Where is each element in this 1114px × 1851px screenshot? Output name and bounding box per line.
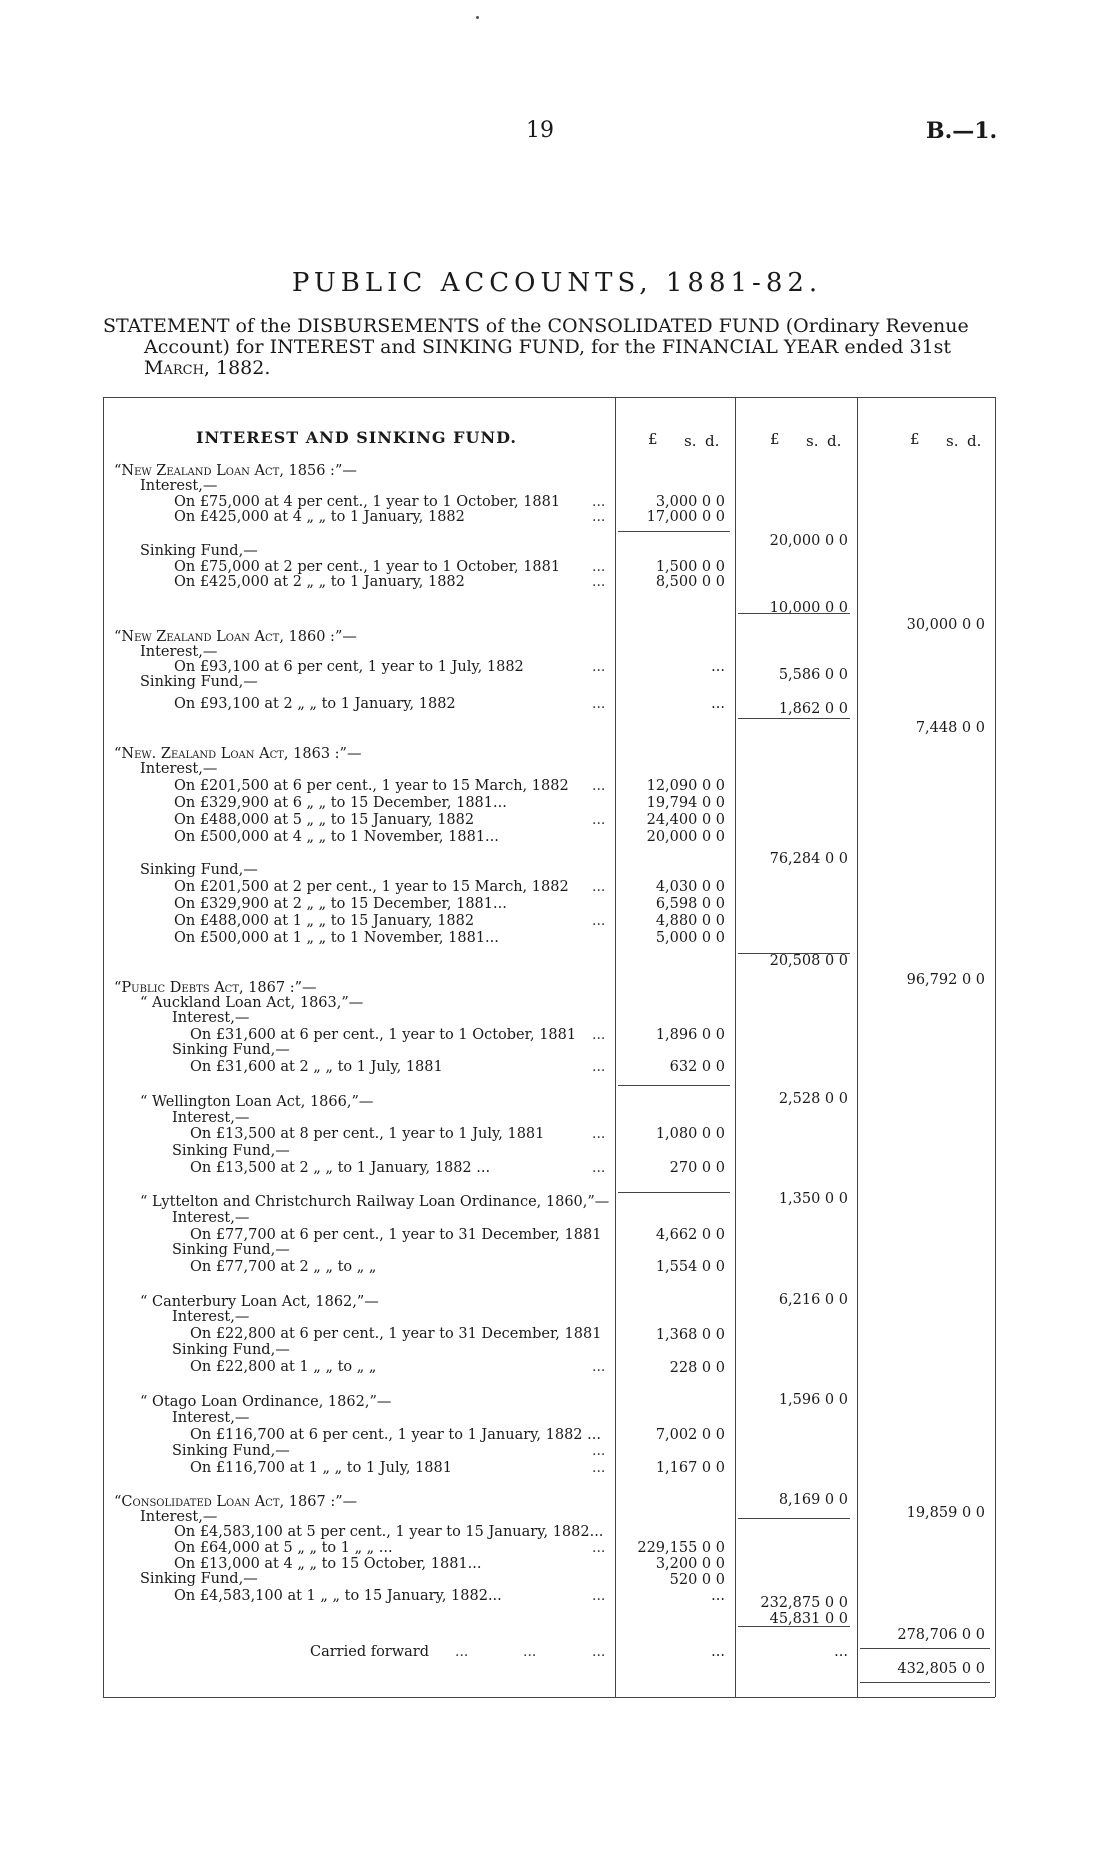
leader-dots: ...: [592, 1059, 606, 1075]
table-row: On £64,000 at 5 „ „ to 1 „ „ ...: [174, 1540, 393, 1556]
leader-dots: ...: [592, 574, 606, 590]
table-row: Sinking Fund,—: [140, 1571, 258, 1587]
table-row: “Consolidated Loan Act, 1867 :”—: [114, 1494, 358, 1510]
table-row: Sinking Fund,—: [140, 862, 258, 878]
table-row: On £77,700 at 2 „ „ to „ „: [190, 1259, 377, 1275]
table-row: Sinking Fund,—: [172, 1443, 290, 1459]
table-row: On £22,800 at 6 per cent., 1 year to 31 December, 1881: [190, 1326, 602, 1342]
col1-shilling-header: s.: [684, 432, 697, 450]
col2-rule: [738, 1626, 850, 1627]
table-row: On £488,000 at 1 „ „ to 15 January, 1882: [174, 913, 475, 929]
col1-amount: 3,200 0 0: [655, 1556, 725, 1572]
table-row: “ Otago Loan Ordinance, 1862,”—: [140, 1394, 392, 1410]
col2-amount: 1,596 0 0: [778, 1392, 848, 1408]
table-row: On £201,500 at 6 per cent., 1 year to 15 March, 1882: [174, 778, 569, 794]
table-row: “ Lyttelton and Christchurch Railway Loan Ordinance, 1860,”—: [140, 1194, 610, 1210]
col1-amount: 20,000 0 0: [646, 829, 725, 845]
col1-amount: 520 0 0: [669, 1572, 725, 1588]
table-row: On £13,000 at 4 „ „ to 15 October, 1881...: [174, 1556, 482, 1572]
table-row: “ Canterbury Loan Act, 1862,”—: [140, 1294, 379, 1310]
table-row: On £425,000 at 2 „ „ to 1 January, 1882: [174, 574, 465, 590]
col1-rule: [618, 1085, 730, 1086]
col1-amount: 229,155 0 0: [637, 1540, 725, 1556]
table-heading: INTEREST AND SINKING FUND.: [196, 428, 517, 447]
col3-rule: [860, 1682, 990, 1683]
leader-dots: ...: [592, 659, 606, 675]
table-row: On £13,500 at 2 „ „ to 1 January, 1882 ...: [190, 1160, 491, 1176]
leader-dots: ...: [592, 1540, 606, 1556]
col1-amount: 12,090 0 0: [646, 778, 725, 794]
col2-shilling-header: s.: [806, 432, 819, 450]
col1-amount: 17,000 0 0: [646, 509, 725, 525]
col2-rule: [738, 718, 850, 719]
col2-amount: 5,586 0 0: [778, 667, 848, 683]
col1-amount: ...: [711, 659, 725, 675]
col3-amount: 30,000 0 0: [906, 617, 985, 633]
leader-dots: ...: [592, 1126, 606, 1142]
table-row: On £116,700 at 1 „ „ to 1 July, 1881: [190, 1460, 452, 1476]
col2-amount: 6,216 0 0: [778, 1292, 848, 1308]
statement-line-3: March, 1882.: [144, 357, 271, 379]
col1-amount: 1,554 0 0: [655, 1259, 725, 1275]
leader-dots: ...: [592, 696, 606, 712]
col2-amount: 1,350 0 0: [778, 1191, 848, 1207]
table-row: Interest,—: [172, 1010, 250, 1026]
statement-line-1: STATEMENT of the DISBURSEMENTS of the CONSOLIDATED FUND (Ordinary Revenue: [103, 315, 969, 337]
leader-dots: ...: [592, 1588, 606, 1604]
col3-amount: 432,805 0 0: [897, 1661, 985, 1677]
frame-bottom: [103, 1697, 995, 1698]
col1-rule: [618, 531, 730, 532]
col2-pound-header: £: [770, 430, 780, 448]
col1-amount: 1,896 0 0: [655, 1027, 725, 1043]
table-row: “ Wellington Loan Act, 1866,”—: [140, 1094, 374, 1110]
col2-pence-header: d.: [827, 432, 842, 450]
leader-dots: ...: [592, 1027, 606, 1043]
col1-amount: 1,167 0 0: [655, 1460, 725, 1476]
table-row: On £500,000 at 1 „ „ to 1 November, 1881...: [174, 930, 499, 946]
table-row: Carried forward: [310, 1644, 430, 1660]
col1-amount: 1,368 0 0: [655, 1327, 725, 1343]
col1-amount: ...: [711, 1644, 725, 1660]
table-row: On £500,000 at 4 „ „ to 1 November, 1881...: [174, 829, 499, 845]
table-row: On £22,800 at 1 „ „ to „ „: [190, 1359, 377, 1375]
table-row: Sinking Fund,—: [140, 543, 258, 559]
leader-dots: ...: [592, 559, 606, 575]
col2-amount: 1,862 0 0: [778, 701, 848, 717]
col3-shilling-header: s.: [946, 432, 959, 450]
frame-right: [995, 397, 996, 1697]
col2-amount: 20,508 0 0: [769, 953, 848, 969]
table-row: Interest,—: [140, 478, 218, 494]
table-row: On £116,700 at 6 per cent., 1 year to 1 January, 1882 ...: [190, 1427, 601, 1443]
col1-amount: 3,000 0 0: [655, 494, 725, 510]
page-reference: B.—1.: [926, 118, 998, 144]
leader-dots: ...: [592, 1644, 606, 1660]
table-row: Sinking Fund,—: [172, 1242, 290, 1258]
col-sep-3: [857, 397, 858, 1697]
table-row: “Public Debts Act, 1867 :”—: [114, 980, 317, 996]
col3-amount: 19,859 0 0: [906, 1505, 985, 1521]
leader-dots: ...: [455, 1644, 469, 1660]
table-row: On £93,100 at 2 „ „ to 1 January, 1882: [174, 696, 456, 712]
table-row: Interest,—: [172, 1110, 250, 1126]
table-row: “ Auckland Loan Act, 1863,”—: [140, 995, 364, 1011]
col1-amount: 1,500 0 0: [655, 559, 725, 575]
table-row: “New Zealand Loan Act, 1856 :”—: [114, 463, 357, 479]
col2-amount: ...: [834, 1644, 848, 1660]
table-row: On £75,000 at 2 per cent., 1 year to 1 October, 1881: [174, 559, 561, 575]
col1-amount: 4,662 0 0: [655, 1227, 725, 1243]
col2-rule: [738, 953, 850, 954]
table-row: Interest,—: [140, 644, 218, 660]
table-row: On £31,600 at 6 per cent., 1 year to 1 October, 1881: [190, 1027, 577, 1043]
leader-dots: ...: [523, 1644, 537, 1660]
leader-dots: ...: [592, 812, 606, 828]
col1-amount: 6,598 0 0: [655, 896, 725, 912]
col1-amount: ...: [711, 1588, 725, 1604]
col1-amount: 19,794 0 0: [646, 795, 725, 811]
col3-amount: 7,448 0 0: [915, 720, 985, 736]
table-row: On £31,600 at 2 „ „ to 1 July, 1881: [190, 1059, 443, 1075]
stray-mark: [476, 16, 479, 19]
leader-dots: ...: [592, 778, 606, 794]
table-row: On £4,583,100 at 1 „ „ to 15 January, 1882...: [174, 1588, 502, 1604]
table-row: Interest,—: [140, 761, 218, 777]
frame-left: [103, 397, 104, 1697]
table-row: Interest,—: [172, 1309, 250, 1325]
leader-dots: ...: [592, 1160, 606, 1176]
col1-amount: 1,080 0 0: [655, 1126, 725, 1142]
col1-amount: 4,030 0 0: [655, 879, 725, 895]
col1-amount: 24,400 0 0: [646, 812, 725, 828]
col1-rule: [618, 1192, 730, 1193]
leader-dots: ...: [592, 494, 606, 510]
table-row: On £77,700 at 6 per cent., 1 year to 31 December, 1881: [190, 1227, 602, 1243]
col1-amount: 228 0 0: [669, 1360, 725, 1376]
statement-line-2: Account) for INTEREST and SINKING FUND, for the FINANCIAL YEAR ended 31st: [144, 336, 952, 358]
leader-dots: ...: [592, 913, 606, 929]
table-row: On £93,100 at 6 per cent, 1 year to 1 July, 1882: [174, 659, 524, 675]
col3-amount: 278,706 0 0: [897, 1627, 985, 1643]
table-row: On £4,583,100 at 5 per cent., 1 year to 15 January, 1882...: [174, 1524, 604, 1540]
table-row: Sinking Fund,—: [172, 1143, 290, 1159]
table-row: On £201,500 at 2 per cent., 1 year to 15 March, 1882: [174, 879, 569, 895]
col1-amount: 632 0 0: [669, 1059, 725, 1075]
table-row: On £329,900 at 2 „ „ to 15 December, 1881...: [174, 896, 507, 912]
table-row: On £329,900 at 6 „ „ to 15 December, 1881...: [174, 795, 507, 811]
table-row: Interest,—: [140, 1509, 218, 1525]
col1-amount: 270 0 0: [669, 1160, 725, 1176]
table-row: “New Zealand Loan Act, 1860 :”—: [114, 629, 357, 645]
table-row: On £425,000 at 4 „ „ to 1 January, 1882: [174, 509, 465, 525]
table-row: Sinking Fund,—: [172, 1042, 290, 1058]
table-row: On £75,000 at 4 per cent., 1 year to 1 October, 1881: [174, 494, 561, 510]
col2-amount: 232,875 0 0: [760, 1595, 848, 1611]
col2-amount: 2,528 0 0: [778, 1091, 848, 1107]
col2-amount: 10,000 0 0: [769, 600, 848, 616]
table-row: Sinking Fund,—: [140, 674, 258, 690]
frame-top: [103, 397, 995, 398]
col1-amount: 8,500 0 0: [655, 574, 725, 590]
col2-amount: 76,284 0 0: [769, 851, 848, 867]
col-sep-1: [615, 397, 616, 1697]
col1-amount: 5,000 0 0: [655, 930, 725, 946]
col2-amount: 45,831 0 0: [769, 1611, 848, 1627]
leader-dots: ...: [592, 1443, 606, 1459]
table-row: On £13,500 at 8 per cent., 1 year to 1 July, 1881: [190, 1126, 545, 1142]
col3-pence-header: d.: [967, 432, 982, 450]
col1-pound-header: £: [648, 430, 658, 448]
col2-rule: [738, 1518, 850, 1519]
table-row: Interest,—: [172, 1410, 250, 1426]
leader-dots: ...: [592, 509, 606, 525]
leader-dots: ...: [592, 879, 606, 895]
page-title: PUBLIC ACCOUNTS, 1881-82.: [291, 268, 823, 298]
col1-pence-header: d.: [705, 432, 720, 450]
col2-amount: 20,000 0 0: [769, 533, 848, 549]
page-number: 19: [526, 118, 554, 143]
col3-rule: [860, 1648, 990, 1649]
col3-amount: 96,792 0 0: [906, 972, 985, 988]
leader-dots: ...: [592, 1359, 606, 1375]
col1-amount: ...: [711, 696, 725, 712]
col2-rule: [738, 613, 850, 614]
table-row: Interest,—: [172, 1210, 250, 1226]
col-sep-2: [735, 397, 736, 1697]
col2-amount: 8,169 0 0: [778, 1492, 848, 1508]
table-row: On £488,000 at 5 „ „ to 15 January, 1882: [174, 812, 475, 828]
col3-pound-header: £: [910, 430, 920, 448]
statement-heading: [103, 316, 995, 379]
table-row: “New. Zealand Loan Act, 1863 :”—: [114, 746, 362, 762]
col1-amount: 7,002 0 0: [655, 1427, 725, 1443]
col1-amount: 4,880 0 0: [655, 913, 725, 929]
leader-dots: ...: [592, 1460, 606, 1476]
table-row: Sinking Fund,—: [172, 1342, 290, 1358]
